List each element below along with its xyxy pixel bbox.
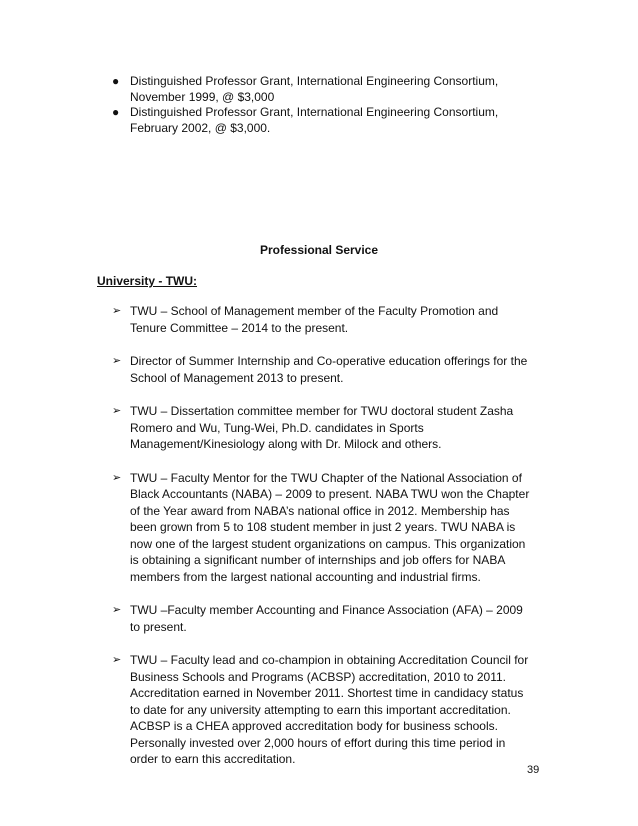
service-text: TWU – Faculty Mentor for the TWU Chapter of the National Association of Black Accountants (NABA) – 2009 to present. NABA TWU won the Chapter of the Year award from NABA’s national office in 2012. Membership has been grown from 5 to 108 student member in just 2 years. TWU NABA is now one of the largest student organizations on campus. This organization is obtaining a significant number of internships and job offers for NABA members from the largest national accounting and industrial firms. [130,470,530,584]
list-item [112,470,532,586]
service-text: TWU –Faculty member Accounting and Finance Association (AFA) – 2009 to present. [130,603,523,634]
grant-list [112,74,532,136]
subsection-title: University - TWU: [97,274,198,288]
bullet-icon: ● [112,105,120,119]
arrow-bullet-icon: ➢ [112,304,122,317]
arrow-bullet-icon: ➢ [112,470,122,484]
list-item [112,353,532,386]
service-text: TWU – Dissertation committee member for TWU doctoral student Zasha Romero and Wu, Tung-Wei, Ph.D. candidates in Sports Management/Kinesiology along with Dr. Milock and others. [130,404,514,451]
list-item [112,652,532,768]
bullet-icon: ● [112,74,120,88]
section-title: Professional Service [259,243,379,257]
list-item [112,74,532,105]
service-text: TWU – Faculty lead and co-champion in obtaining Accreditation Council for Business Schools and Programs (ACBSP) accreditation, 2010 to 2011. Accreditation earned in November 2011. Shortest time in candidacy status to date for any university attempting to earn this important accreditation. ACBSP is a CHEA approved accreditation body for business schools. Personally invested over 2,000 hours of effort during this time period in order to earn this accreditation. [130,653,529,766]
service-text: TWU – School of Management member of the Faculty Promotion and Tenure Committee – 2014 to the present. [130,304,499,335]
arrow-bullet-icon: ➢ [112,653,122,666]
page-number: 39 [527,764,540,776]
list-item [112,602,532,635]
list-item [112,403,532,453]
grant-text: Distinguished Professor Grant, International Engineering Consortium, November 1999, @ $3,000 [130,74,499,104]
service-list [112,303,532,785]
arrow-bullet-icon: ➢ [112,354,122,367]
service-text: Director of Summer Internship and Co-operative education offerings for the School of Management 2013 to present. [130,354,528,385]
grant-text: Distinguished Professor Grant, International Engineering Consortium, February 2002, @ $3,000. [130,105,499,135]
list-item [112,105,532,136]
list-item [112,303,532,336]
arrow-bullet-icon: ➢ [112,404,122,417]
arrow-bullet-icon: ➢ [112,603,122,616]
